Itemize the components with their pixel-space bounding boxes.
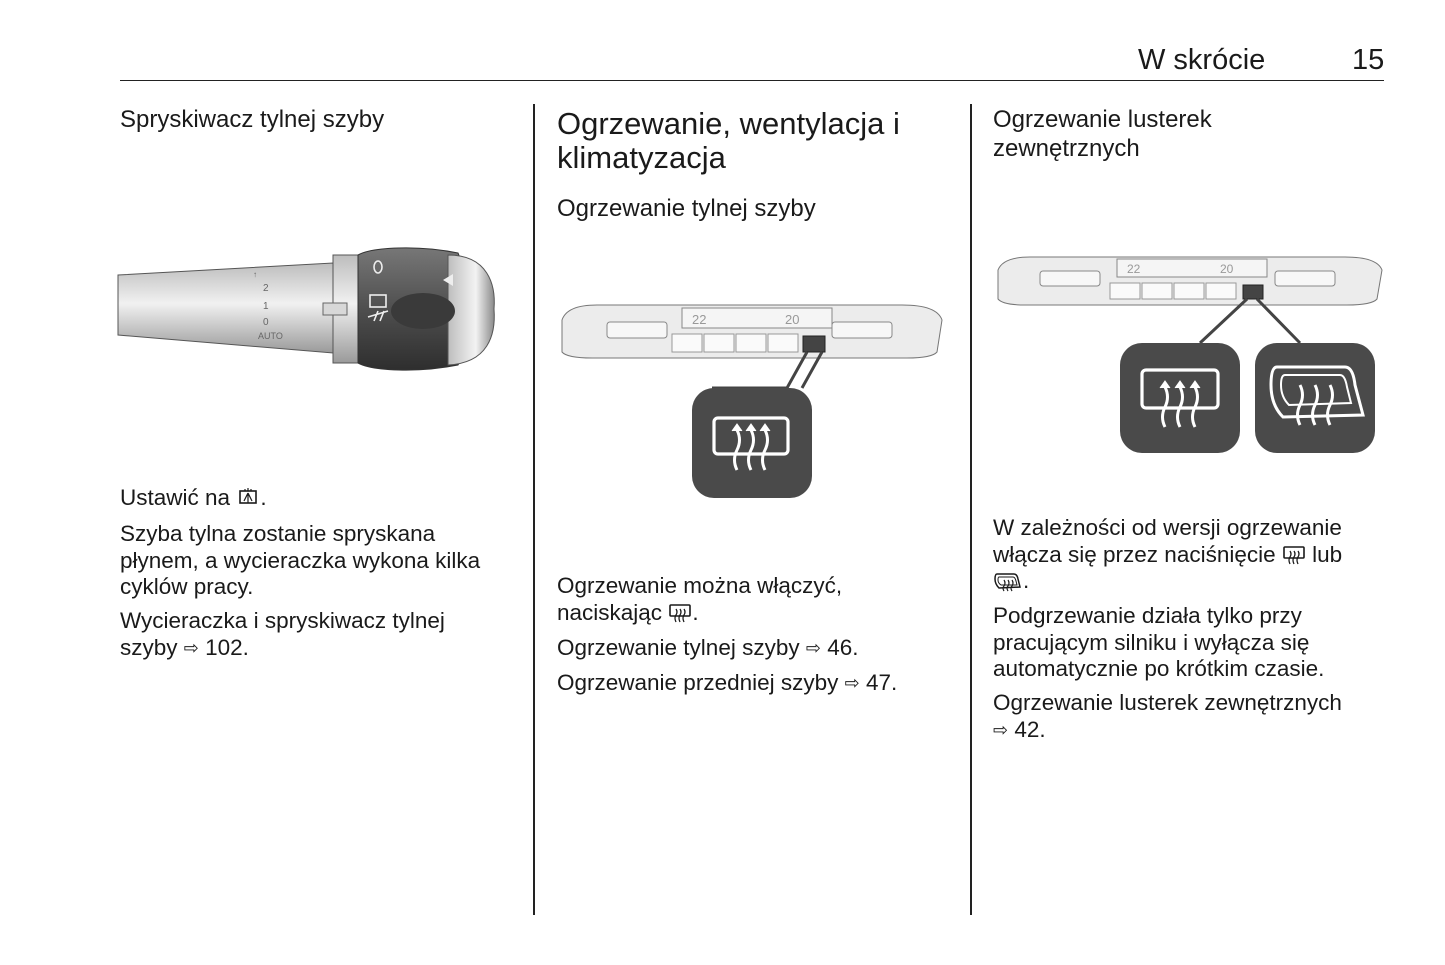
lever-label-auto: AUTO bbox=[258, 331, 283, 341]
cross-reference-arrow-icon: ⇨ bbox=[993, 719, 1009, 740]
text-line: automatycznie po krótkim czasie. bbox=[993, 656, 1325, 681]
section-heading-rear-washer: Spryskiwacz tylnej szyby bbox=[120, 106, 385, 133]
text-line: naciskając bbox=[557, 599, 663, 625]
rear-defrost-icon bbox=[1282, 544, 1306, 566]
paragraph-xref-mirrors bbox=[993, 690, 1383, 743]
heading-line: klimatyzacja bbox=[557, 140, 726, 175]
cross-reference-arrow-icon: ⇨ bbox=[183, 637, 199, 658]
svg-text:↑: ↑ bbox=[253, 270, 257, 279]
mirror-defrost-icon bbox=[993, 570, 1023, 592]
page-link-102[interactable]: 102. bbox=[205, 634, 249, 660]
paragraph-end: . bbox=[692, 599, 699, 625]
text-line: szyby bbox=[120, 634, 178, 660]
panel-temp-left: 22 bbox=[1127, 262, 1141, 276]
paragraph-enable-heating bbox=[557, 573, 957, 626]
rear-defrost-icon bbox=[668, 602, 692, 624]
wiper-lever-illustration bbox=[118, 245, 498, 375]
page-number: 15 bbox=[1352, 44, 1385, 76]
heading-line: zewnętrznych bbox=[993, 135, 1140, 162]
text-line: Ogrzewanie lusterek zewnętrznych bbox=[993, 690, 1342, 715]
paragraph-version-dependent bbox=[993, 515, 1378, 595]
panel-temp-left: 22 bbox=[692, 312, 707, 327]
heading-line: Ogrzewanie lusterek bbox=[993, 106, 1212, 133]
paragraph-engine-running bbox=[993, 603, 1383, 683]
text-line: włącza się przez naciśnięcie bbox=[993, 541, 1276, 567]
text-line: Podgrzewanie działa tylko przy bbox=[993, 603, 1302, 628]
paragraph-set-to bbox=[120, 485, 267, 512]
section-heading-rear-window-heating: Ogrzewanie tylnej szyby bbox=[557, 195, 816, 222]
text-line: Szyba tylna zostanie spryskana bbox=[120, 521, 436, 546]
page-link-47[interactable]: 47. bbox=[866, 670, 898, 695]
climate-panel-mirror-defrost-illustration bbox=[995, 255, 1385, 460]
cross-reference-arrow-icon: ⇨ bbox=[805, 638, 821, 658]
rear-washer-icon bbox=[236, 487, 260, 509]
text-line: Ogrzewanie przedniej szyby bbox=[557, 670, 839, 695]
text-line: W zależności od wersji ogrzewanie bbox=[993, 515, 1342, 540]
chapter-heading bbox=[557, 107, 957, 175]
panel-temp-right: 20 bbox=[1220, 262, 1234, 276]
paragraph-end: . bbox=[1023, 568, 1030, 593]
paragraph-cross-reference bbox=[120, 608, 520, 661]
text-line: Wycieraczka i spryskiwacz tylnej bbox=[120, 608, 445, 633]
lever-label-1: 1 bbox=[263, 301, 269, 312]
paragraph-xref-windscreen bbox=[557, 670, 897, 697]
climate-panel-rear-defrost-illustration bbox=[557, 300, 947, 505]
paragraph-xref-rear-window bbox=[557, 635, 859, 662]
cross-reference-arrow-icon: ⇨ bbox=[844, 673, 860, 693]
text-line: lub bbox=[1312, 541, 1343, 567]
lever-label-0: 0 bbox=[263, 317, 269, 328]
text-line: Ogrzewanie można włączyć, bbox=[557, 573, 843, 598]
header-rule bbox=[120, 80, 1384, 81]
page-link-46[interactable]: 46. bbox=[827, 635, 859, 660]
section-heading-mirror-heating bbox=[993, 105, 1373, 163]
text-line: płynem, a wycieraczka wykona kilka bbox=[120, 547, 481, 573]
column-divider-2 bbox=[970, 104, 972, 915]
paragraph-end: . bbox=[260, 485, 267, 510]
column-divider-1 bbox=[533, 104, 535, 915]
text-line: Ogrzewanie tylnej szyby bbox=[557, 635, 800, 660]
paragraph-washer-description bbox=[120, 521, 520, 601]
panel-temp-right: 20 bbox=[785, 312, 800, 327]
text-line: pracującym silniku i wyłącza się bbox=[993, 629, 1310, 655]
lever-label-2: 2 bbox=[263, 283, 269, 294]
paragraph-text: Ustawić na bbox=[120, 485, 231, 510]
heading-line: Ogrzewanie, wentylacja i bbox=[557, 106, 900, 141]
text-line: cyklów pracy. bbox=[120, 574, 254, 599]
running-header-title: W skrócie bbox=[1138, 44, 1266, 76]
page-link-42[interactable]: 42. bbox=[1014, 716, 1046, 742]
